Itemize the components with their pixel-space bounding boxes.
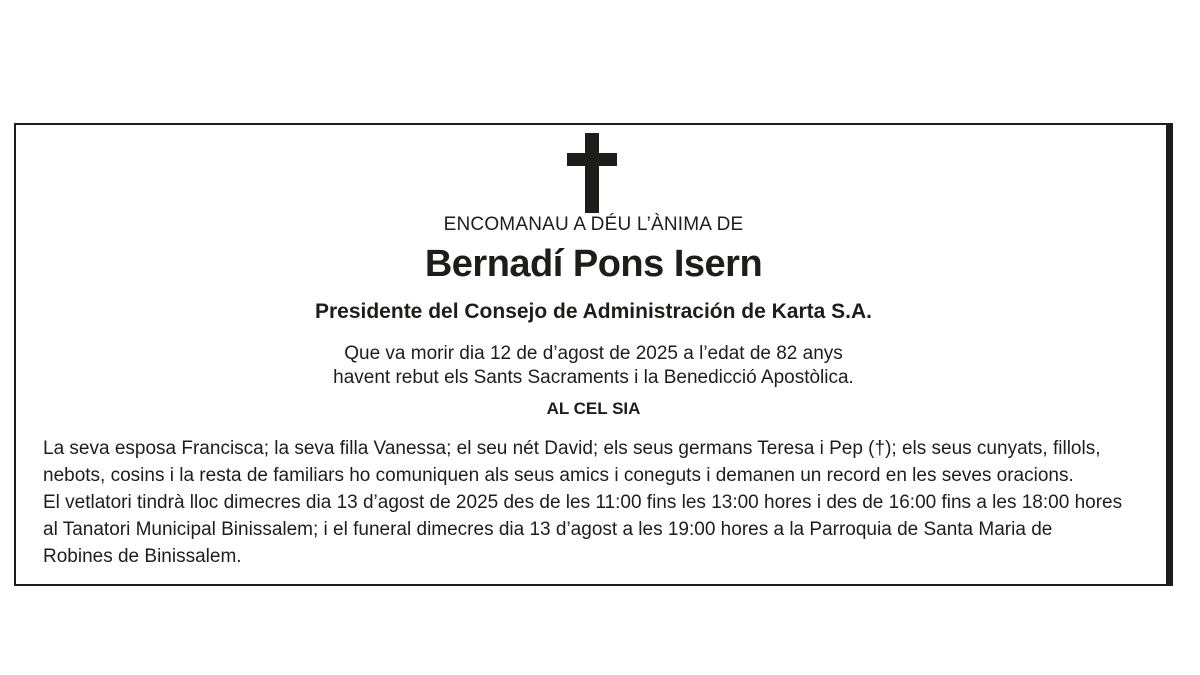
family-announcement [43,435,1153,570]
announcement-line: La seva esposa Francisca; la seva filla Vanessa; el seu nét David; els seus germans Teresa i Pep (†); els seus cunyats, fillols, [43,438,1101,459]
intro-line: ENCOMANAU A DÉU L’ÀNIMA DE [443,214,744,235]
death-info-line-1: Que va morir dia 12 de d’agost de 2025 a l’edat de 82 anys [344,343,843,364]
deceased-role: Presidente del Consejo de Administración de Karta S.A. [314,300,873,323]
closing-phrase: AL CEL SIA [546,399,641,418]
cross-vertical-bar [585,133,599,213]
cross-icon [567,133,617,213]
announcement-line: El vetlatori tindrà lloc dimecres dia 13 d’agost de 2025 des de les 11:00 fins les 13:00 hores i des de 16:00 fins a les 18:00 hores [43,492,1123,513]
deceased-name: Bernadí Pons Isern [424,243,763,285]
announcement-line: Robines de Binissalem. [43,546,242,567]
announcement-line: nebots, cosins i la resta de familiars ho comuniquen als seus amics i coneguts i demanen un record en les seves oracions. [43,465,1074,486]
death-info-line-2: havent rebut els Sants Sacraments i la Benedicció Apostòlica. [333,367,854,388]
cross-horizontal-bar [567,153,617,166]
announcement-line: al Tanatori Municipal Binissalem; i el funeral dimecres dia 13 d’agost a les 19:00 hores a la Parroquia de Santa Maria de [43,519,1053,540]
